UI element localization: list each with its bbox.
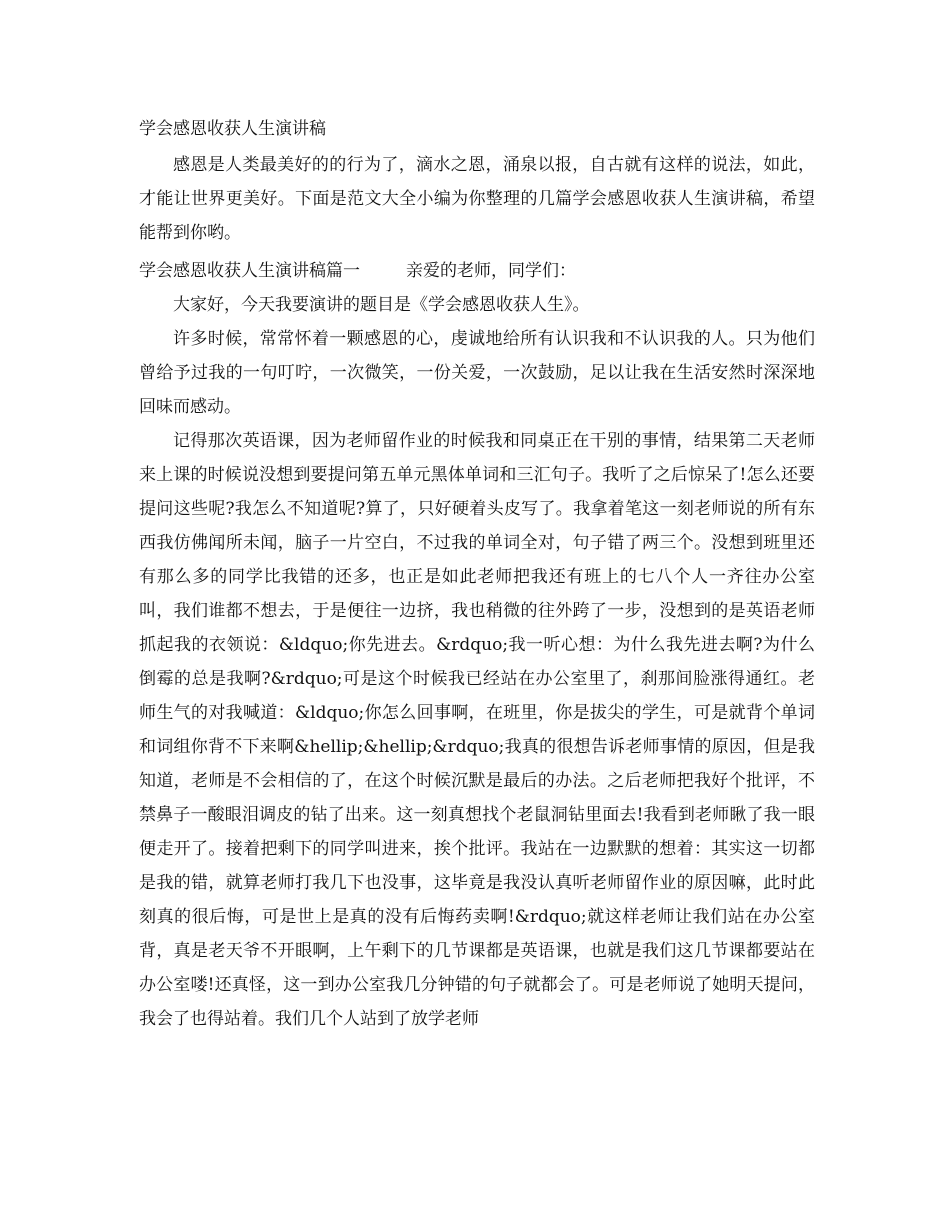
body-paragraph: 大家好，今天我要演讲的题目是《学会感恩收获人生》。 xyxy=(173,295,590,315)
document-title: 学会感恩收获人生演讲稿 xyxy=(139,119,326,139)
section-heading: 学会感恩收获人生演讲稿篇一 xyxy=(139,261,360,281)
speech-body xyxy=(139,288,815,1036)
body-paragraph: 许多时候，常常怀着一颗感恩的心，虔诚地给所有认识我和不认识我的人。只为他们曾给予过我的一句叮咛，一次微笑，一份关爱，一次鼓励，足以让我在生活安然时深深地回味而感动。 xyxy=(139,329,815,417)
body-paragraph: 记得那次英语课，因为老师留作业的时候我和同桌正在干别的事情，结果第二天老师来上课的时候说没想到要提问第五单元黑体单词和三汇句子。我听了之后惊呆了!怎么还要提问这些呢?我怎么不知道呢?算了，只好硬着头皮写了。我拿着笔这一刻老师说的所有东西我仿佛闻所未闻，脑子一片空白，不过我的单词全对，句子错了两三个。没想到班里还有那么多的同学比我错的还多，也正是如此老师把我还有班上的七八个人一齐往办公室叫，我们谁都不想去，于是便往一边挤，我也稍微的往外跨了一步，没想到的是英语老师抓起我的衣领说：&ldquo;你先进去。&rdquo;我一听心想：为什么我先进去啊?为什么倒霉的总是我啊?&rdquo;可是这个时候我已经站在办公室里了，刹那间脸涨得通红。老师生气的对我喊道：&ldquo;你怎么回事啊，在班里，你是拔尖的学生，可是就背个单词和词组你背不下来啊&hellip;&hellip;&rdquo;我真的很想告诉老师事情的原因，但是我知道，老师是不会相信的了，在这个时候沉默是最后的办法。之后老师把我好个批评，不禁鼻子一酸眼泪调皮的钻了出来。这一刻真想找个老鼠洞钻里面去!我看到老师瞅了我一眼便走开了。接着把剩下的同学叫进来，挨个批评。我站在一边默默的想着：其实这一切都是我的错，就算老师打我几下也没事，这毕竟是我没认真听老师留作业的原因嘛，此时此刻真的很后悔，可是世上是真的没有后悔药卖啊!&rdquo;就这样老师让我们站在办公室背，真是老天爷不开眼啊，上午剩下的几节课都是英语课，也就是我们这几节课都要站在办公室喽!还真怪，这一到办公室我几分钟错的句子就都会了。可是老师说了她明天提问，我会了也得站着。我们几个人站到了放学老师 xyxy=(139,431,815,1029)
section-heading-line xyxy=(139,258,576,284)
intro-paragraph: 感恩是人类最美好的的行为了，滴水之恩，涌泉以报，自古就有这样的说法，如此，才能让世界更美好。下面是范文大全小编为你整理的几篇学会感恩收获人生演讲稿，希望能帮到你哟。 xyxy=(139,155,815,243)
intro-block xyxy=(139,148,815,250)
greeting: 亲爱的老师，同学们： xyxy=(406,261,576,281)
